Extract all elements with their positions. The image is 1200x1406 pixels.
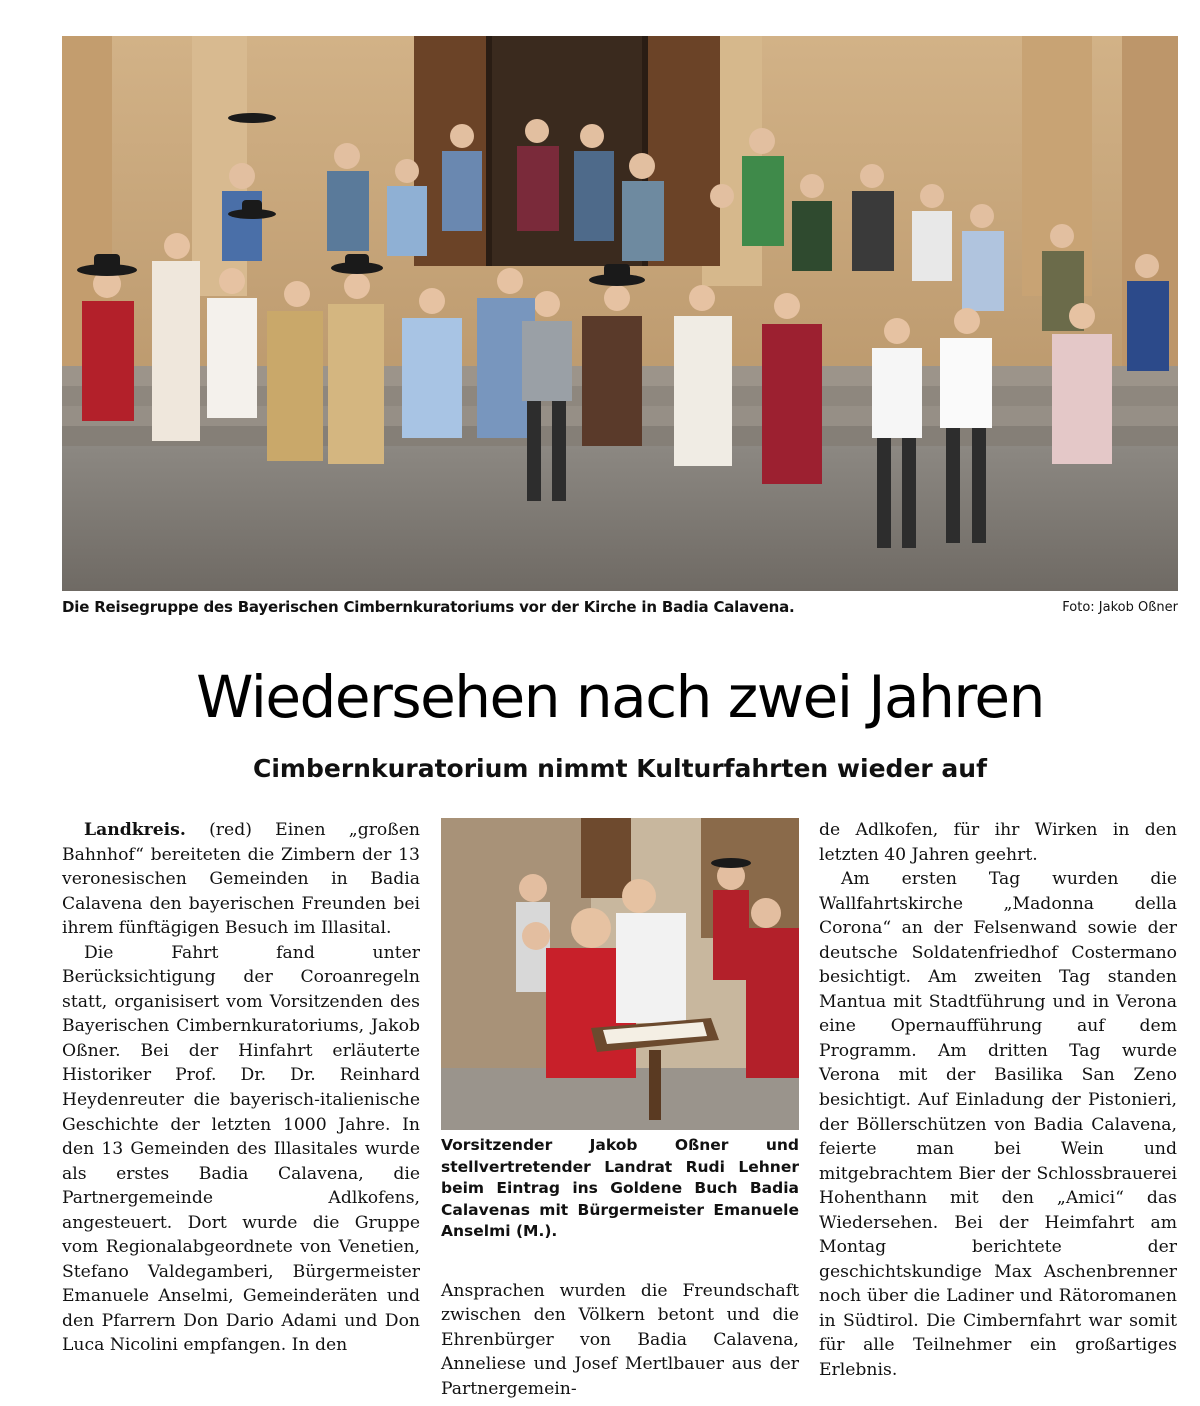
group-photo-illustration [62,36,1178,591]
golden-book-illustration [441,818,799,1130]
paragraph-3: Ansprachen wurden die Freundschaft zwischen den Völkern betont und die Ehrenbürger von Badia Calavena, Anneliese und Josef Mertlbauer aus der Partnergemein- [441,1280,799,1399]
article-column-1 [62,818,420,1358]
top-photo-caption: Die Reisegruppe des Bayerischen Cimbernkuratoriums vor der Kirche in Badia Calavena. [62,598,795,616]
golden-book-caption: Vorsitzender Jakob Oßner und stellvertretender Landrat Rudi Lehner beim Eintrag ins Goldene Buch Badia Calavenas mit Bürgermeister Emanuele Anselmi (M.). [441,1136,799,1240]
top-photo-credit: Foto: Jakob Oßner [1062,600,1178,615]
paragraph-4: de Adlkofen, für ihr Wirken in den letzten 40 Jahren geehrt. [819,820,1177,865]
paragraph-5: Am ersten Tag wurden die Wallfahrtskirche „Madonna della Corona“ an der Felsenwand sowie der deutsche Soldatenfriedhof Costermano besichtigt. Am zweiten Tag standen Mantua mit Stadtführung und in Verona eine Opernaufführung auf dem Programm. Am dritten Tag wurde Verona mit der Basilika San Zeno besichtigt. Auf Einladung der Pistonieri, der Böllerschützen von Badia Calavena, feierte man bei Wein und mitgebrachtem Bier der Schlossbrauerei Hohenthann mit den „Amici“ das Wiedersehen. Bei der Heimfahrt am Montag berichtete der geschichtskundige Max Aschenbrenner noch über die Ladiner und Rätoromanen in Südtirol. Die Cimbernfahrt war somit für alle Teilnehmer ein großartiges Erlebnis. [819,869,1177,1381]
group-photo [62,36,1178,591]
paragraph-2: Die Fahrt fand unter Berücksichtigung der Coroanregeln statt, organisisert vom Vorsitzenden des Bayerischen Cimbernkuratoriums, Jakob Oßner. Bei der Hinfahrt erläuterte Historiker Prof. Dr. Dr. Reinhard Heydenreuter die bayerisch-italienische Geschichte der letzten 1000 Jahre. In den 13 Gemeinden des Illasitales wurde als erstes Badia Calavena, die Partnergemeinde Adlkofens, angesteuert. Dort wurde die Gruppe vom Regionalabgeordnete von Venetien, Stefano Valdegamberi, Bürgermeister Emanuele Anselmi, Gemeinderäten und den Pfarrern Don Dario Adami und Don Luca Nicolini empfangen. In den [62,942,420,1356]
article-column-3 [819,818,1177,1383]
article-headline: Wiedersehen nach zwei Jahren [196,663,1044,731]
dateline: Landkreis. [84,820,186,840]
golden-book-photo [441,818,799,1130]
paragraph-intro [62,818,420,941]
intro-text: (red) Einen „großen Bahnhof“ bereiteten die Zimbern der 13 veronesischen Gemeinden in Badia Calavena den bayerischen Freunden bei ihrem fünftägigen Besuch im Illasital. [62,820,420,939]
article-subheadline: Cimbernkuratorium nimmt Kulturfahrten wieder auf [253,754,987,783]
article-column-2 [441,818,799,1401]
